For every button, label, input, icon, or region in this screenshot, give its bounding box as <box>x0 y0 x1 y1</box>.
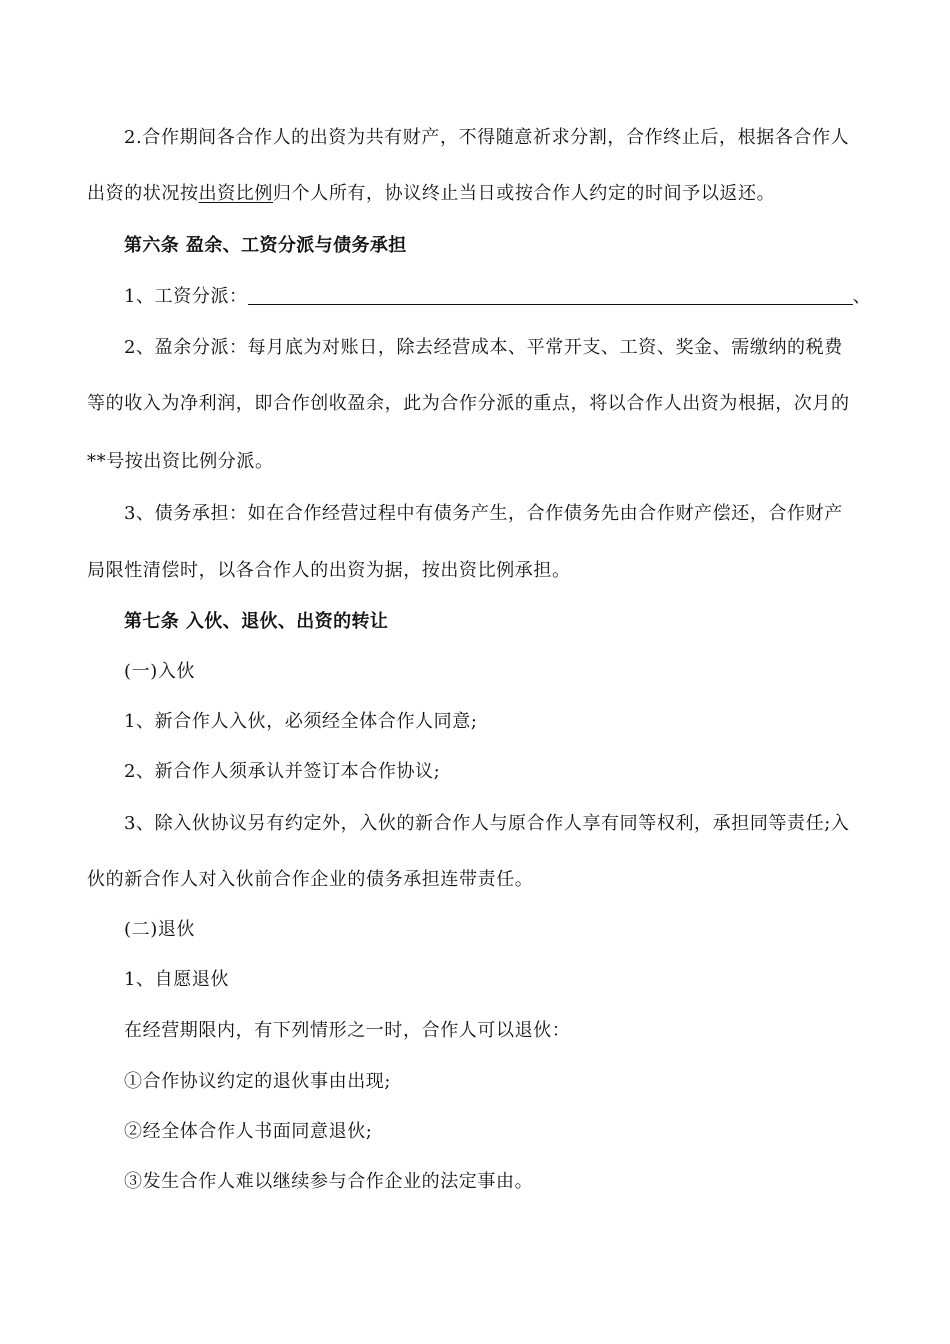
list-item: 1、新合作人入伙，必须经全体合作人同意; <box>124 711 478 732</box>
paragraph-line: 3、债务承担：如在合作经营过程中有债务产生，合作债务先由合作财产偿还，合作财产 <box>124 503 843 524</box>
subsection-heading: (二)退伙 <box>124 919 196 940</box>
paragraph-line: 2、盈余分派：每月底为对账日，除去经营成本、平常开支、工资、奖金、需缴纳的税费 <box>124 337 843 358</box>
list-item: 1、自愿退伙 <box>124 969 230 990</box>
section-heading-6: 第六条 盈余、工资分派与债务承担 <box>124 235 407 256</box>
paragraph-line: 2.合作期间各合作人的出资为共有财产，不得随意祈求分割，合作终止后，根据各合作人 <box>124 127 850 148</box>
paragraph-line: **号按出资比例分派。 <box>87 451 274 472</box>
paragraph-line: 在经营期限内，有下列情形之一时，合作人可以退伙： <box>124 1020 571 1041</box>
paragraph-line <box>124 285 871 309</box>
underlined-term: 出资比例 <box>198 183 274 204</box>
list-item: ①合作协议约定的退伙事由出现; <box>124 1071 392 1092</box>
fill-in-blank[interactable] <box>248 286 853 305</box>
subsection-heading: (一)入伙 <box>124 661 196 682</box>
item-label: 1、工资分派： <box>124 286 248 307</box>
paragraph-line: 等的收入为净利润，即合作创收盈余，此为合作分派的重点，将以合作人出资为根据，次月的 <box>87 393 850 414</box>
section-heading-7: 第七条 入伙、退伙、出资的转让 <box>124 611 389 632</box>
paragraph-line <box>87 182 775 206</box>
paragraph-line: 伙的新合作人对入伙前合作企业的债务承担连带责任。 <box>87 869 534 890</box>
paragraph-line: 局限性清偿时，以各合作人的出资为据，按出资比例承担。 <box>87 560 571 581</box>
list-item: 3、除入伙协议另有约定外，入伙的新合作人与原合作人享有同等权利，承担同等责任;入 <box>124 813 850 834</box>
text-span: 归个人所有，协议终止当日或按合作人约定的时间予以返还。 <box>273 183 776 204</box>
list-item: 2、新合作人须承认并签订本合作协议; <box>124 761 441 782</box>
text-span: 、 <box>852 286 872 307</box>
list-item: ②经全体合作人书面同意退伙; <box>124 1121 373 1142</box>
text-span: 出资的状况按 <box>87 183 199 204</box>
list-item: ③发生合作人难以继续参与合作企业的法定事由。 <box>124 1171 534 1192</box>
